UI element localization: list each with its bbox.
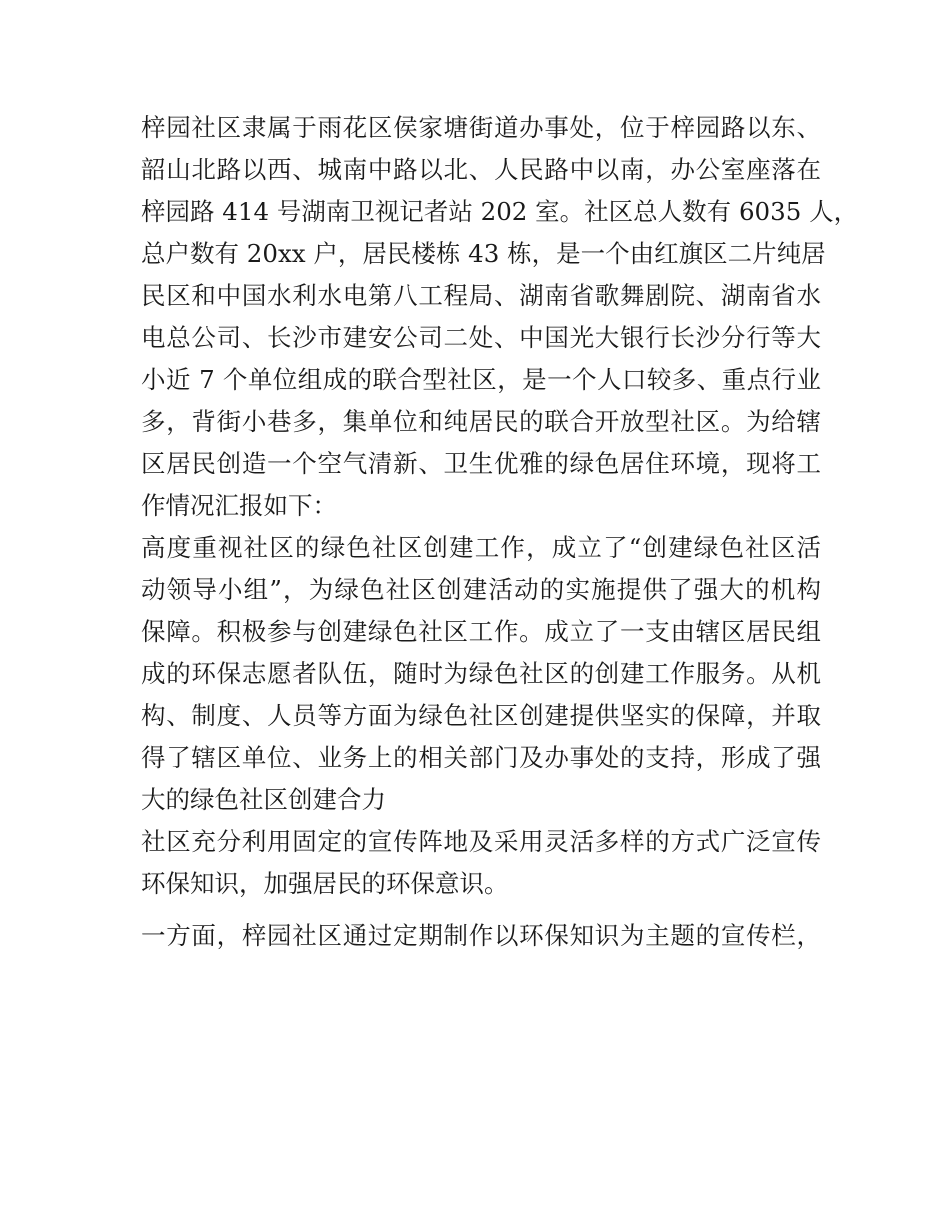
text-line: 作情况汇报如下： [141, 491, 337, 520]
paragraph-1 [141, 107, 859, 527]
text-line: 大的绿色社区创建合力 [141, 785, 386, 814]
text-line: 社区充分利用固定的宣传阵地及采用灵活多样的方式广泛宣传 [141, 827, 821, 856]
text-line: 一方面，梓园社区通过定期制作以环保知识为主题的宣传栏， [141, 921, 821, 950]
text-line: 多，背街小巷多，集单位和纯居民的联合开放型社区。为给辖 [141, 407, 821, 436]
text-line: 韶山北路以西、城南中路以北、人民路中以南，办公室座落在 [141, 155, 821, 184]
text-line: 成的环保志愿者队伍，随时为绿色社区的创建工作服务。从机 [141, 659, 821, 688]
text-line: 梓园社区隶属于雨花区侯家塘街道办事处，位于梓园路以东、 [141, 113, 821, 142]
text-line: 动领导小组”，为绿色社区创建活动的实施提供了强大的机构 [141, 575, 821, 604]
text-line: 总户数有 20xx 户，居民楼栋 43 栋，是一个由红旗区二片纯居 [141, 239, 826, 268]
text-line: 构、制度、人员等方面为绿色社区创建提供坚实的保障，并取 [141, 701, 821, 730]
text-line: 环保知识，加强居民的环保意识。 [141, 869, 509, 898]
text-line: 得了辖区单位、业务上的相关部门及办事处的支持，形成了强 [141, 743, 821, 772]
paragraph-2 [141, 527, 821, 821]
paragraph-3 [141, 821, 821, 905]
document-body [141, 107, 859, 957]
text-line: 小近 7 个单位组成的联合型社区，是一个人口较多、重点行业 [141, 365, 821, 394]
text-line: 保障。积极参与创建绿色社区工作。成立了一支由辖区居民组 [141, 617, 821, 646]
text-line: 民区和中国水利水电第八工程局、湖南省歌舞剧院、湖南省水 [141, 281, 821, 310]
text-line: 电总公司、长沙市建安公司二处、中国光大银行长沙分行等大 [141, 323, 821, 352]
text-line: 梓园路 414 号湖南卫视记者站 202 室。社区总人数有 6035 人， [141, 197, 859, 226]
paragraph-spacing [141, 905, 821, 915]
text-line: 高度重视社区的绿色社区创建工作，成立了“创建绿色社区活 [141, 533, 821, 562]
paragraph-4 [141, 915, 821, 957]
text-line: 区居民创造一个空气清新、卫生优雅的绿色居住环境，现将工 [141, 449, 821, 478]
